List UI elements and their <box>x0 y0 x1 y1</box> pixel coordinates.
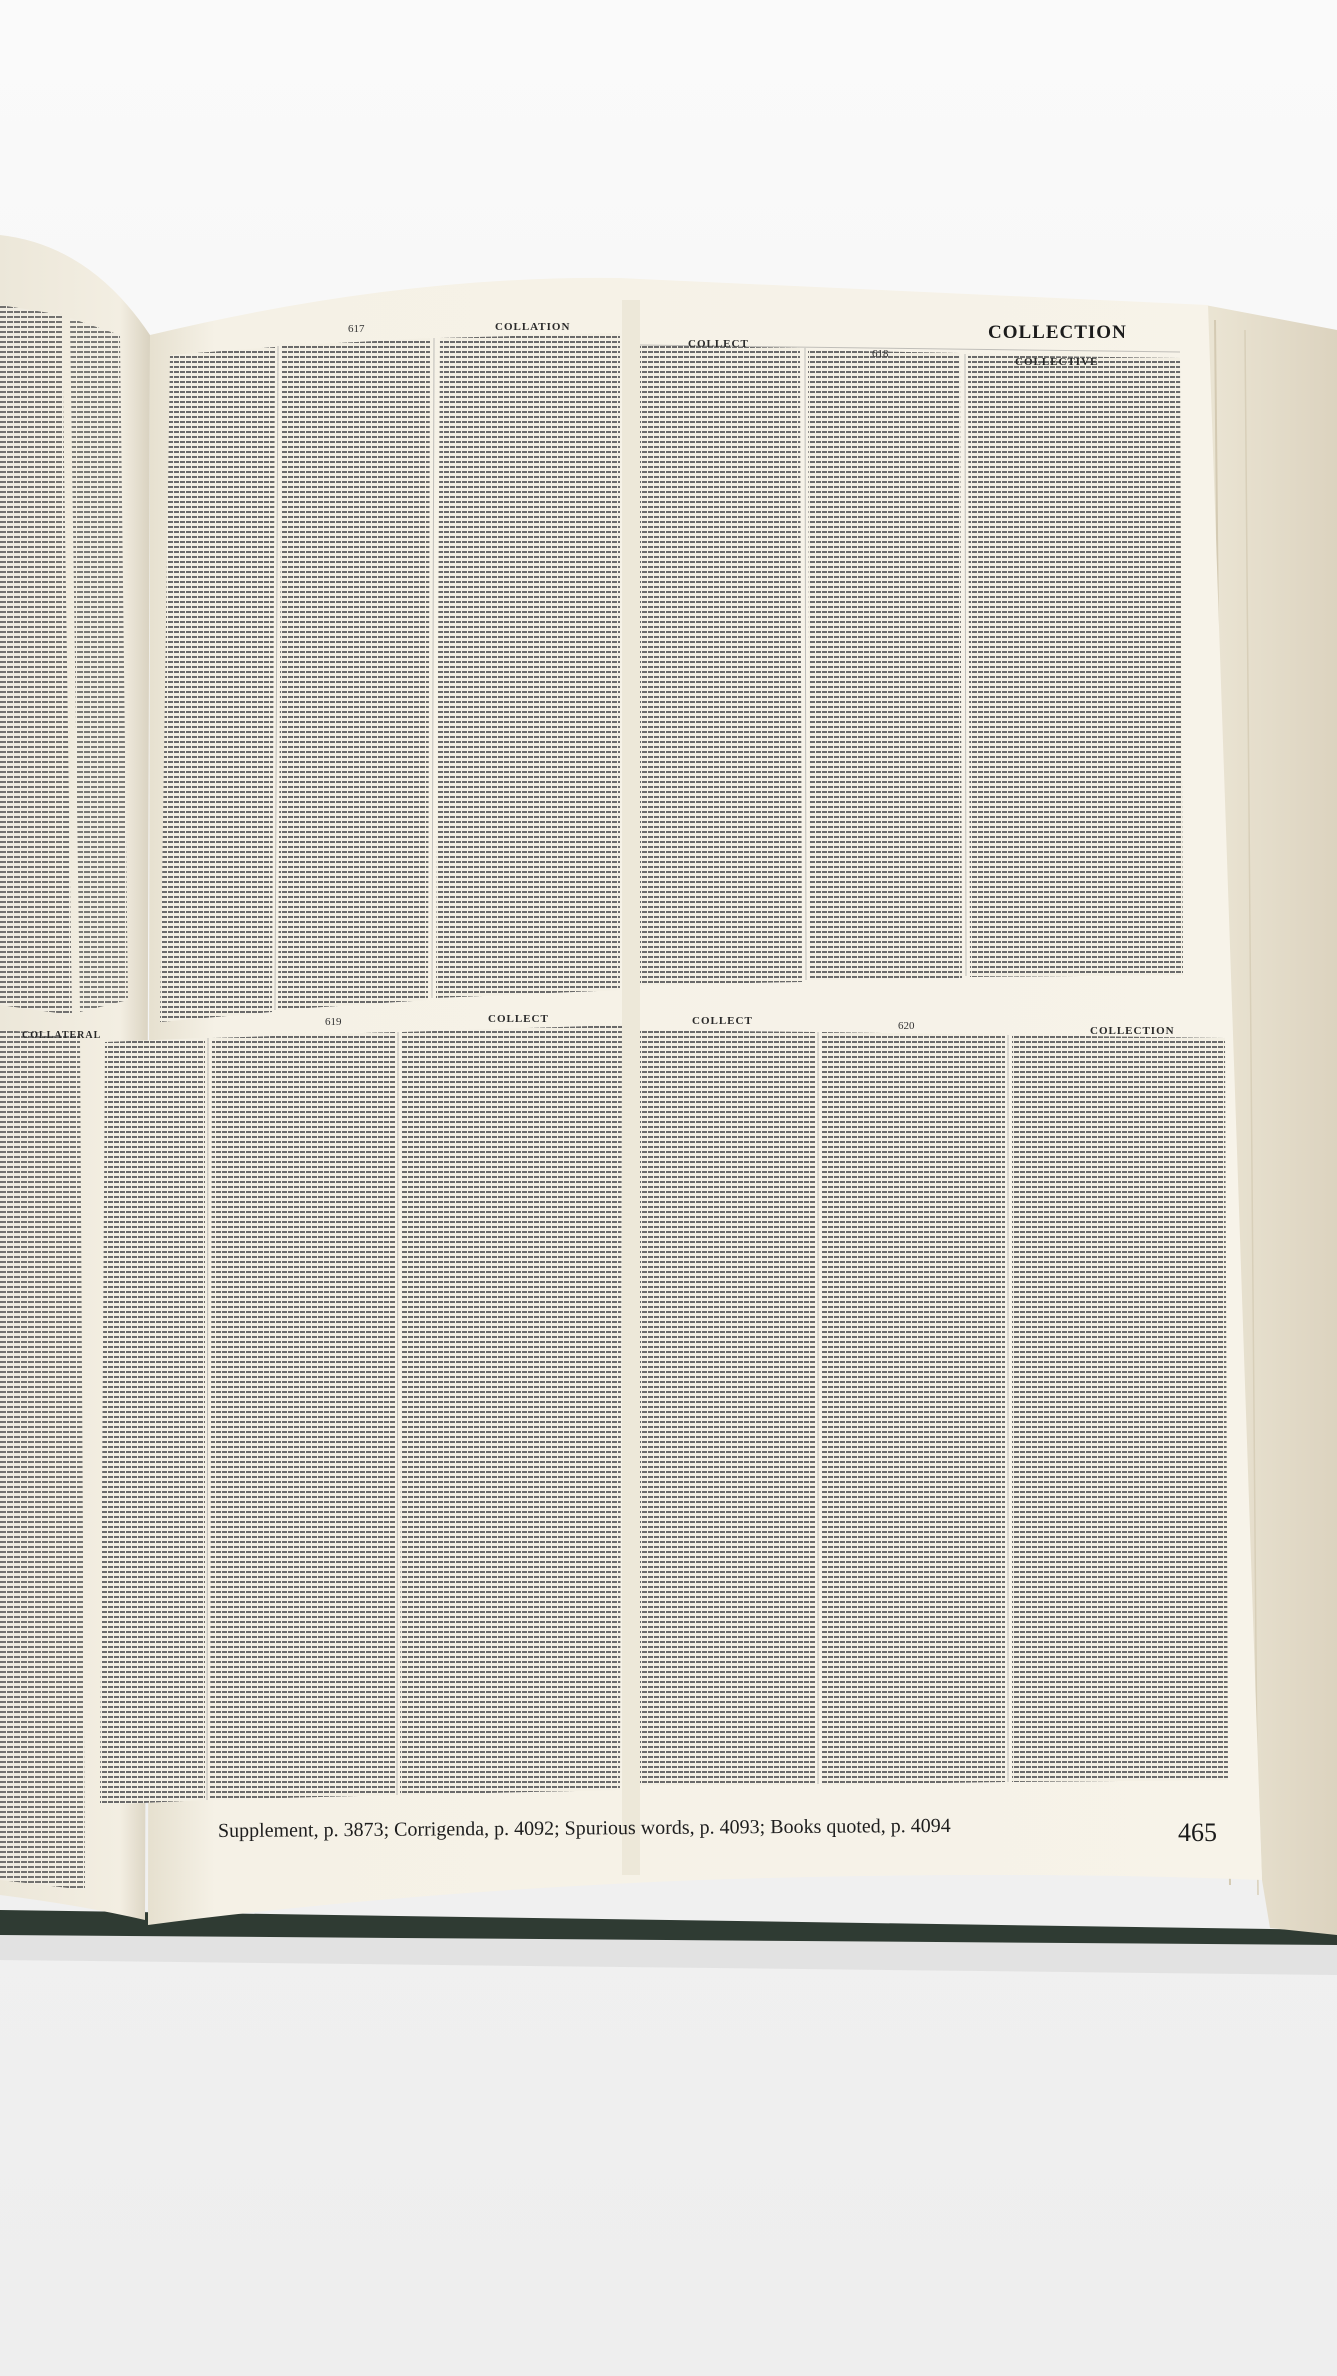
page-number-619: 619 <box>325 1016 342 1028</box>
footer-spurious: Spurious words, p. 4093; <box>564 1816 771 1840</box>
page-number-620: 620 <box>898 1020 915 1032</box>
header-collective: COLLECTIVE <box>1015 356 1099 368</box>
page-number-617: 617 <box>348 323 365 335</box>
footer-page-number: 465 <box>1178 1818 1217 1847</box>
header-collateral: COLLATERAL <box>22 1030 102 1041</box>
footer-books: Books quoted, p. 4094 <box>770 1814 951 1839</box>
footer-supplement: Supplement, p. 3873; <box>217 1818 395 1842</box>
running-head-collection: COLLECTION <box>988 322 1127 343</box>
header-collect-bottom: COLLECT <box>692 1015 753 1027</box>
header-collect-top: COLLECT <box>688 338 749 350</box>
header-collation: COLLATION <box>495 321 571 333</box>
header-collect-left: COLLECT <box>488 1013 549 1025</box>
footer-corrigenda: Corrigenda, p. 4092; <box>394 1817 565 1841</box>
header-collection-bottom: COLLECTION <box>1090 1025 1175 1037</box>
page-number-618: 618 <box>872 348 889 360</box>
